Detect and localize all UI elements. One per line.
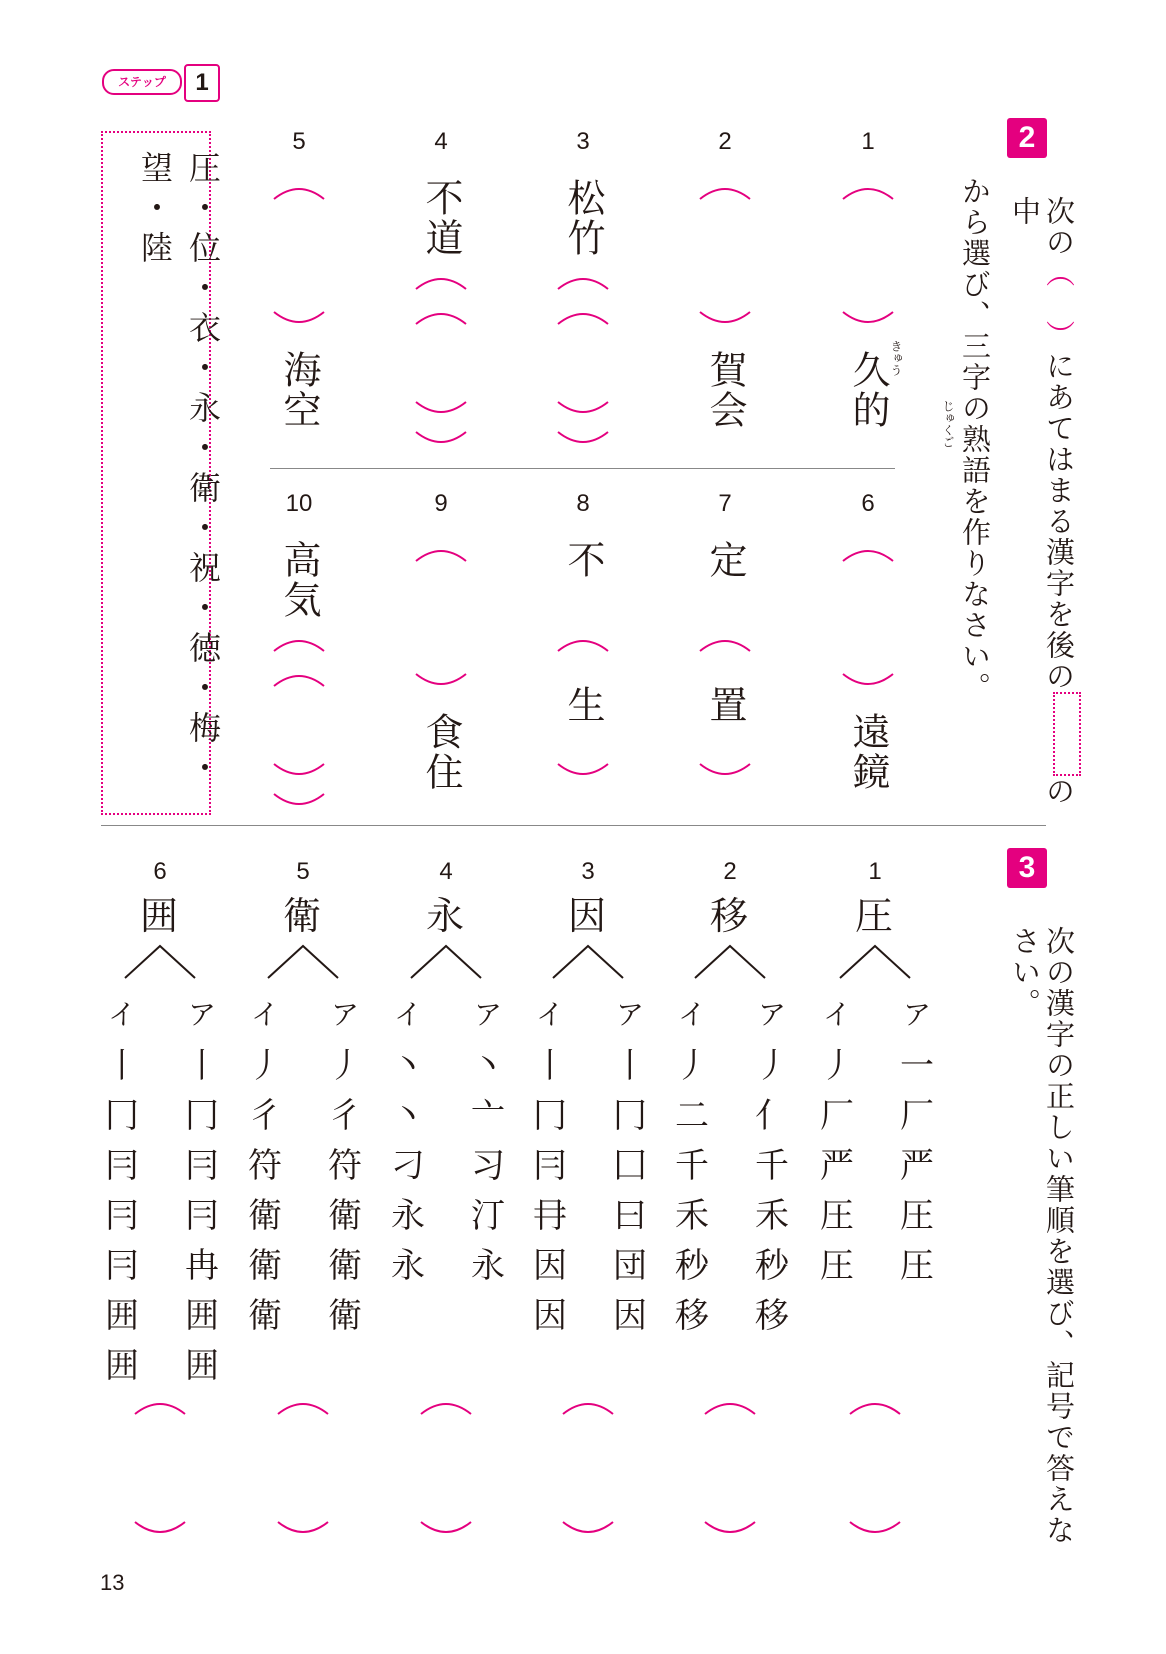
- answer-paren-close[interactable]: [418, 1518, 474, 1538]
- answer-paren-open[interactable]: [413, 545, 469, 565]
- option-b-stroke-step: 衛: [248, 1296, 282, 1336]
- option-a-label: ア: [758, 998, 787, 1031]
- target-kanji: 永: [426, 894, 467, 938]
- option-b-stroke-step: 衛: [248, 1246, 282, 1286]
- question-2-instruction-col1: [1008, 196, 1081, 816]
- item-number: 9: [434, 490, 448, 517]
- question-3-instruction: 次の漢字の正しい筆順を選び、記号で答えなさい。: [1008, 926, 1076, 1546]
- option-a-stroke-step: 囲: [185, 1296, 219, 1336]
- option-a-stroke-step: 丿: [328, 1046, 362, 1086]
- option-b-stroke-step: 圧: [820, 1246, 854, 1286]
- option-b-stroke-step: 刁: [391, 1146, 425, 1186]
- option-b-stroke-step: 丿: [675, 1046, 709, 1086]
- question-2-instruction-col2: から選び、三字の熟語を作りなさい。: [958, 176, 992, 703]
- item-number: 8: [576, 490, 590, 517]
- item-number: 1: [861, 128, 875, 155]
- answer-paren-open[interactable]: [418, 1398, 474, 1418]
- option-b-stroke-step: 冃: [105, 1146, 139, 1186]
- option-b-stroke-step: 千: [675, 1146, 709, 1186]
- option-a-stroke-step: 移: [755, 1296, 789, 1336]
- option-b-stroke-step: 圧: [820, 1196, 854, 1236]
- answer-paren-close[interactable]: [413, 670, 469, 690]
- option-b-stroke-step: 丶: [391, 1046, 425, 1086]
- answer-paren-close[interactable]: [413, 398, 469, 418]
- step-label: ステップ: [102, 69, 182, 95]
- answer-paren-close[interactable]: [275, 1518, 331, 1538]
- answer-paren-open[interactable]: [271, 635, 327, 655]
- option-b-stroke-step: 符: [248, 1146, 282, 1186]
- page-number: 13: [100, 1570, 125, 1595]
- answer-paren-open-2[interactable]: [413, 308, 469, 328]
- answer-paren-open[interactable]: [555, 635, 611, 655]
- choices-box: [101, 131, 222, 815]
- item-given-kanji-bottom: 生: [561, 685, 605, 725]
- branch-lines: [120, 942, 200, 982]
- option-b-stroke-step: 禾: [675, 1196, 709, 1236]
- answer-paren-close[interactable]: [271, 760, 327, 780]
- option-a-stroke-step: 厂: [900, 1096, 934, 1136]
- step-number: 1: [184, 64, 220, 102]
- option-b-stroke-step: 彳: [248, 1096, 282, 1136]
- option-b-stroke-step: 移: [675, 1296, 709, 1336]
- item-number: 10: [285, 490, 313, 517]
- item-number: 6: [861, 490, 875, 517]
- option-b-stroke-step: 因: [533, 1296, 567, 1336]
- option-b-stroke-step: 丶: [391, 1096, 425, 1136]
- item-number: 1: [868, 858, 882, 885]
- inline-box-icon: [1053, 692, 1081, 776]
- option-b-stroke-step: 厂: [820, 1096, 854, 1136]
- item-given-kanji-bottom: 置: [703, 685, 747, 725]
- item-number: 4: [434, 128, 448, 155]
- option-a-stroke-step: 秒: [755, 1246, 789, 1286]
- option-a-stroke-step: 禾: [755, 1196, 789, 1236]
- option-b-label: イ: [536, 998, 565, 1031]
- ruby-kyuu: きゅう: [889, 340, 903, 376]
- option-a-label: ア: [616, 998, 645, 1031]
- question-3-badge: 3: [1007, 848, 1047, 888]
- option-a-label: ア: [474, 998, 503, 1031]
- item-given-kanji-top: 不道: [419, 178, 463, 258]
- answer-paren-close-2[interactable]: [413, 428, 469, 448]
- answer-paren-close[interactable]: [702, 1518, 758, 1538]
- answer-paren-open[interactable]: [413, 273, 469, 293]
- item-number: 5: [296, 858, 310, 885]
- item-given-kanji-bottom: 遠鏡: [846, 712, 890, 792]
- item-number: 2: [718, 128, 732, 155]
- item-given-kanji-top: 高気: [277, 540, 321, 620]
- option-b-stroke-step: 衛: [248, 1196, 282, 1236]
- item-given-kanji-bottom: 久的: [846, 350, 890, 430]
- answer-paren-open[interactable]: [271, 183, 327, 203]
- option-b-stroke-step: 冂: [105, 1096, 139, 1136]
- answer-paren-open[interactable]: [840, 545, 896, 565]
- item-number: 7: [718, 490, 732, 517]
- option-a-stroke-step: 圧: [900, 1196, 934, 1236]
- answer-paren-open-2[interactable]: [271, 670, 327, 690]
- option-b-stroke-step: 丿: [820, 1046, 854, 1086]
- answer-paren-close[interactable]: [555, 760, 611, 780]
- option-a-stroke-step: 一: [900, 1046, 934, 1086]
- option-b-stroke-step: 丨: [533, 1046, 567, 1086]
- option-b-label: イ: [678, 998, 707, 1031]
- option-b-stroke-step: 冃: [105, 1196, 139, 1236]
- option-a-stroke-step: 衛: [328, 1196, 362, 1236]
- option-a-label: ア: [188, 998, 217, 1031]
- answer-paren-open[interactable]: [840, 183, 896, 203]
- answer-paren-close[interactable]: [697, 760, 753, 780]
- option-a-stroke-step: 千: [755, 1146, 789, 1186]
- option-a-stroke-step: 符: [328, 1146, 362, 1186]
- option-b-stroke-step: 囲: [105, 1346, 139, 1386]
- answer-paren-open[interactable]: [555, 273, 611, 293]
- option-a-label: ア: [903, 998, 932, 1031]
- option-b-stroke-step: 冃: [105, 1246, 139, 1286]
- option-b-stroke-step: 严: [820, 1146, 854, 1186]
- item-given-kanji-bottom: 食住: [419, 712, 463, 792]
- choices-list: 圧・位・衣・永・衛・祝・徳・梅・望・陸: [136, 151, 222, 791]
- instruction-part-a: 次の: [1042, 196, 1076, 258]
- option-a-stroke-step: 永: [471, 1246, 505, 1286]
- option-a-stroke-step: 丨: [613, 1046, 647, 1086]
- option-b-label: イ: [823, 998, 852, 1031]
- answer-paren-close-2[interactable]: [271, 790, 327, 810]
- item-number: 5: [292, 128, 306, 155]
- option-b-stroke-step: 冄: [533, 1196, 567, 1236]
- option-a-stroke-step: 丶: [471, 1046, 505, 1086]
- item-number: 3: [576, 128, 590, 155]
- option-a-stroke-step: 曰: [613, 1196, 647, 1236]
- answer-paren-open[interactable]: [275, 1398, 331, 1418]
- option-a-stroke-step: 衛: [328, 1246, 362, 1286]
- answer-paren-open[interactable]: [697, 635, 753, 655]
- branch-lines: [690, 942, 770, 982]
- instruction-part-c: の中: [1008, 196, 1076, 807]
- option-a-label: ア: [331, 998, 360, 1031]
- option-b-stroke-step: 丿: [248, 1046, 282, 1086]
- option-a-stroke-step: 衛: [328, 1296, 362, 1336]
- target-kanji: 圧: [855, 894, 896, 938]
- answer-paren-close[interactable]: [555, 398, 611, 418]
- option-b-stroke-step: 秒: [675, 1246, 709, 1286]
- option-a-stroke-step: 亠: [471, 1096, 505, 1136]
- option-a-stroke-step: 囲: [185, 1346, 219, 1386]
- option-a-stroke-step: 亻: [755, 1096, 789, 1136]
- option-a-stroke-step: 冃: [185, 1146, 219, 1186]
- answer-paren-close[interactable]: [271, 308, 327, 328]
- option-a-stroke-step: 団: [613, 1246, 647, 1286]
- option-a-stroke-step: 冉: [185, 1246, 219, 1286]
- question-2-badge: 2: [1007, 118, 1047, 158]
- option-a-stroke-step: 冃: [185, 1196, 219, 1236]
- option-b-stroke-step: 永: [391, 1246, 425, 1286]
- branch-lines: [406, 942, 486, 982]
- answer-paren-open-2[interactable]: [555, 308, 611, 328]
- item-given-kanji-top: 不: [561, 540, 605, 580]
- answer-paren-open[interactable]: [697, 183, 753, 203]
- q2-row-divider: [270, 468, 895, 469]
- option-b-label: イ: [251, 998, 280, 1031]
- branch-lines: [835, 942, 915, 982]
- answer-paren-open[interactable]: [132, 1398, 188, 1418]
- branch-lines: [548, 942, 628, 982]
- answer-paren-open[interactable]: [560, 1398, 616, 1418]
- answer-paren-close[interactable]: [560, 1518, 616, 1538]
- answer-paren-open[interactable]: [847, 1398, 903, 1418]
- option-b-stroke-step: 囲: [105, 1296, 139, 1336]
- option-b-stroke-step: 因: [533, 1246, 567, 1286]
- option-b-stroke-step: 冃: [533, 1146, 567, 1186]
- option-a-stroke-step: 严: [900, 1146, 934, 1186]
- option-a-stroke-step: 圧: [900, 1246, 934, 1286]
- option-b-stroke-step: 永: [391, 1196, 425, 1236]
- option-b-stroke-step: 二: [675, 1096, 709, 1136]
- option-a-stroke-step: 冂: [613, 1096, 647, 1136]
- item-number: 2: [723, 858, 737, 885]
- answer-paren-close[interactable]: [132, 1518, 188, 1538]
- instruction-part-b: にあてはまる漢字を後の: [1042, 351, 1076, 692]
- section-divider: [101, 825, 1046, 826]
- item-given-kanji-top: 松竹: [561, 178, 605, 258]
- item-given-kanji-bottom: 海空: [277, 350, 321, 430]
- option-a-stroke-step: 丿: [755, 1046, 789, 1086]
- item-number: 4: [439, 858, 453, 885]
- option-b-label: イ: [108, 998, 137, 1031]
- option-a-stroke-step: 彳: [328, 1096, 362, 1136]
- option-b-stroke-step: 冂: [533, 1096, 567, 1136]
- option-a-stroke-step: 囗: [613, 1146, 647, 1186]
- answer-paren-close[interactable]: [840, 308, 896, 328]
- branch-lines: [263, 942, 343, 982]
- target-kanji: 囲: [140, 894, 181, 938]
- target-kanji: 衛: [283, 894, 324, 938]
- paren-glyph: ︵ ︶: [1042, 258, 1076, 351]
- option-b-stroke-step: 丨: [105, 1046, 139, 1086]
- answer-paren-close[interactable]: [697, 308, 753, 328]
- answer-paren-close[interactable]: [847, 1518, 903, 1538]
- option-a-stroke-step: 习: [471, 1146, 505, 1186]
- option-b-label: イ: [394, 998, 423, 1031]
- item-number: 6: [153, 858, 167, 885]
- target-kanji: 因: [568, 894, 609, 938]
- option-a-stroke-step: 汀: [471, 1196, 505, 1236]
- target-kanji: 移: [710, 894, 751, 938]
- option-a-stroke-step: 丨: [185, 1046, 219, 1086]
- answer-paren-close[interactable]: [840, 670, 896, 690]
- answer-paren-close-2[interactable]: [555, 428, 611, 448]
- item-given-kanji-top: 定: [703, 540, 747, 580]
- item-number: 3: [581, 858, 595, 885]
- item-given-kanji-bottom: 賀会: [703, 350, 747, 430]
- ruby-jukugo: じゅくご: [941, 400, 955, 448]
- option-a-stroke-step: 冂: [185, 1096, 219, 1136]
- answer-paren-open[interactable]: [702, 1398, 758, 1418]
- option-a-stroke-step: 因: [613, 1296, 647, 1336]
